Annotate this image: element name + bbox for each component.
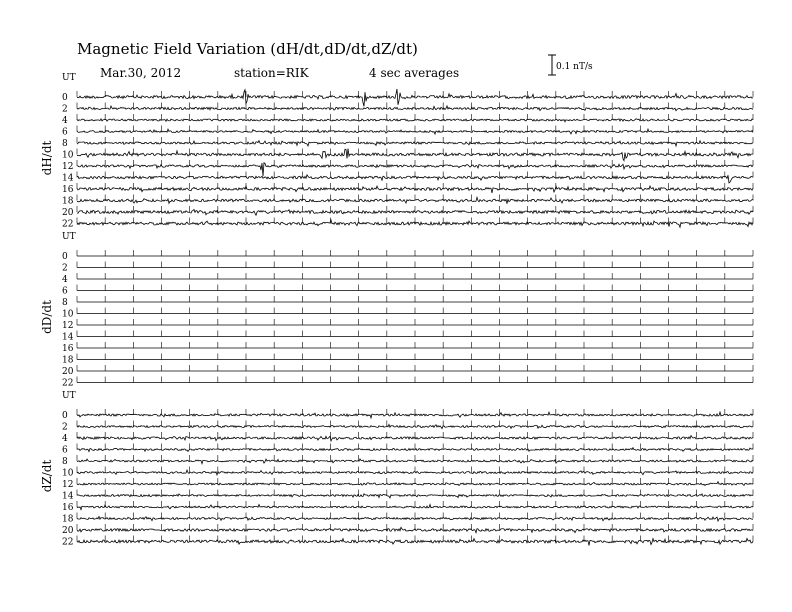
- row-label: 6: [62, 286, 68, 297]
- trace-row-18: [62, 513, 753, 525]
- row-label: 14: [62, 332, 74, 343]
- row-label: 2: [62, 263, 68, 274]
- trace-row-2: [62, 103, 753, 115]
- row-label: 14: [62, 491, 74, 502]
- trace-row-20: [62, 206, 753, 218]
- row-label: 4: [62, 434, 68, 444]
- trace-row-10: [62, 148, 753, 160]
- row-label: 0: [62, 252, 68, 262]
- trace-row-18: [62, 354, 753, 366]
- trace-row-14: [62, 490, 753, 502]
- row-label: 14: [62, 173, 74, 184]
- row-label: 12: [62, 162, 74, 172]
- trace-row-12: [62, 319, 753, 331]
- trace-row-20: [62, 365, 753, 377]
- trace-row-20: [62, 524, 753, 536]
- trace-row-12: [62, 478, 753, 490]
- trace-line: [77, 436, 753, 441]
- row-label: 18: [62, 514, 74, 525]
- row-label: 12: [62, 480, 74, 490]
- row-label: 8: [62, 139, 68, 149]
- panel-dH-dt: [40, 73, 753, 230]
- row-label: 4: [62, 116, 68, 126]
- trace-row-12: [62, 160, 753, 176]
- trace-row-8: [62, 455, 753, 467]
- row-label: 22: [62, 537, 74, 548]
- trace-row-4: [62, 273, 753, 285]
- row-label: 16: [62, 344, 74, 354]
- date-label: Mar.30, 2012: [100, 66, 182, 80]
- row-label: 18: [62, 355, 74, 366]
- trace-row-22: [62, 218, 753, 230]
- ut-label: UT: [62, 73, 76, 83]
- trace-row-16: [62, 183, 753, 195]
- row-label: 22: [62, 378, 74, 389]
- trace-row-4: [62, 432, 753, 444]
- row-label: 4: [62, 275, 68, 285]
- row-label: 18: [62, 196, 74, 207]
- trace-line: [77, 175, 753, 183]
- row-label: 2: [62, 422, 68, 433]
- row-label: 8: [62, 298, 68, 308]
- trace-row-18: [62, 195, 753, 207]
- trace-row-4: [62, 114, 753, 126]
- row-label: 2: [62, 104, 68, 115]
- row-label: 20: [62, 367, 74, 377]
- trace-row-10: [62, 467, 753, 479]
- trace-row-6: [62, 444, 753, 456]
- trace-row-8: [62, 137, 753, 149]
- row-label: 0: [62, 411, 68, 421]
- row-label: 6: [62, 127, 68, 138]
- ut-label: UT: [62, 391, 76, 401]
- y-axis-label: dD/dt: [40, 300, 54, 334]
- trace-row-6: [62, 126, 753, 138]
- trace-row-8: [62, 296, 753, 308]
- row-label: 10: [62, 309, 74, 320]
- station-label: station=RIK: [234, 66, 309, 80]
- trace-row-22: [62, 536, 753, 548]
- row-label: 6: [62, 445, 68, 456]
- scale-bar: [548, 55, 593, 75]
- row-label: 16: [62, 185, 74, 195]
- trace-row-16: [62, 342, 753, 354]
- row-label: 12: [62, 321, 74, 331]
- y-axis-label: dH/dt: [40, 140, 54, 176]
- trace-row-14: [62, 331, 753, 343]
- panel-dZ-dt: [40, 391, 753, 548]
- trace-row-0: [62, 250, 753, 262]
- trace-row-2: [62, 262, 753, 274]
- y-axis-label: dZ/dt: [40, 459, 54, 493]
- trace-row-0: [62, 409, 753, 421]
- row-label: 16: [62, 503, 74, 513]
- trace-row-6: [62, 285, 753, 297]
- row-label: 8: [62, 457, 68, 467]
- row-label: 20: [62, 526, 74, 536]
- row-label: 0: [62, 93, 68, 103]
- trace-row-2: [62, 421, 753, 433]
- ut-label: UT: [62, 232, 76, 242]
- trace-row-0: [62, 89, 753, 106]
- trace-line: [77, 494, 753, 498]
- row-label: 10: [62, 150, 74, 161]
- panels: [40, 73, 753, 548]
- trace-row-14: [62, 172, 753, 184]
- row-label: 22: [62, 219, 74, 230]
- chart-title: Magnetic Field Variation (dH/dt,dD/dt,dZ/dt): [77, 40, 418, 58]
- row-label: 10: [62, 468, 74, 479]
- row-label: 20: [62, 208, 74, 218]
- trace-row-22: [62, 377, 753, 389]
- trace-row-16: [62, 501, 753, 513]
- trace-line: [77, 119, 753, 122]
- scale-bar-label: 0.1 nT/s: [556, 62, 593, 72]
- trace-row-10: [62, 308, 753, 320]
- panel-dD-dt: [40, 232, 753, 389]
- averaging-label: 4 sec averages: [369, 66, 460, 80]
